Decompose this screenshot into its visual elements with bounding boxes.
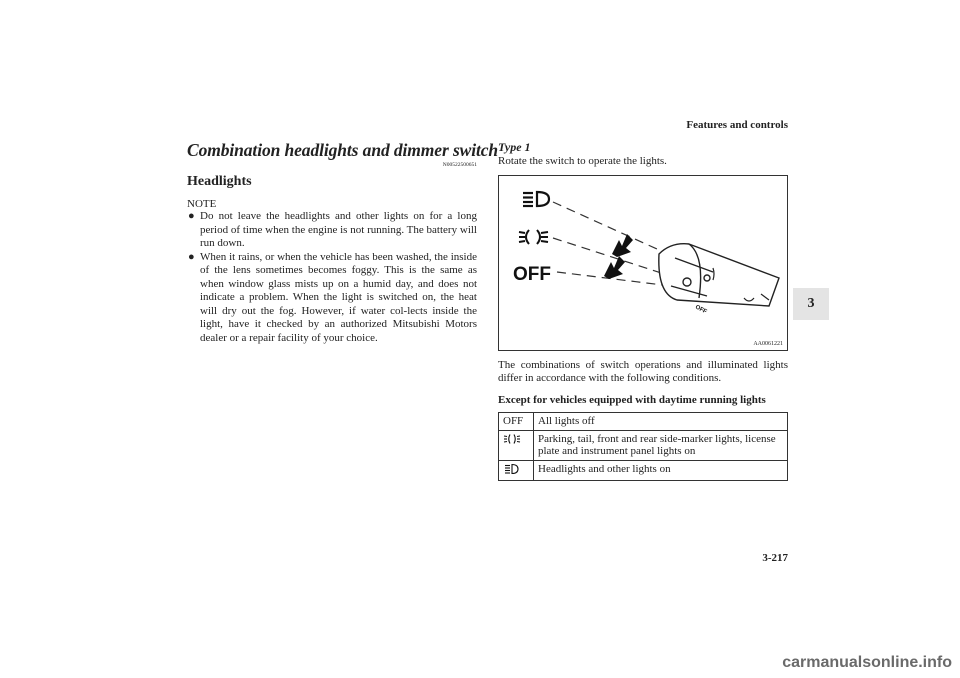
table-cell-desc: Headlights and other lights on — [534, 460, 788, 481]
watermark: carmanualsonline.info — [782, 654, 952, 671]
table-row — [499, 430, 788, 460]
bullet-icon: ● — [188, 250, 195, 263]
right-column — [498, 140, 788, 481]
note-list — [187, 210, 477, 345]
note-label: NOTE — [187, 198, 217, 210]
bullet-icon: ● — [188, 210, 195, 222]
table-cell-symbol: OFF — [499, 413, 534, 431]
switch-figure — [498, 175, 788, 351]
table-row — [499, 460, 788, 481]
section-title: Combination headlights and dimmer switch — [187, 140, 499, 160]
lights-table — [498, 412, 788, 481]
page-header: Features and controls — [686, 119, 788, 131]
combination-text: The combinations of switch operations and illuminated lights differ in accordance with the following conditions. — [498, 358, 788, 384]
left-column — [187, 140, 499, 345]
table-cell-symbol — [499, 430, 534, 460]
note-text: Do not leave the headlights and other lights on for a long period of time when the engine is not running. The battery will run down. — [200, 210, 477, 249]
off-label: OFF — [513, 263, 551, 285]
subheading: Headlights — [187, 174, 252, 189]
note-text: When it rains, or when the vehicle has been washed, the inside of the lens sometimes becomes foggy. This is the same as when window glass mists up on a humid day, and does not indicate a problem. When the light is switched on, the heat will dry out the fog. However, if water col-lects inside the light, have it checked by an authorized Mitsubishi Motors dealer or a repair facility of your choice. — [200, 250, 477, 344]
headlight-icon — [503, 463, 521, 475]
figure-code: AA0061221 — [753, 340, 783, 347]
parking-lights-icon — [503, 433, 521, 445]
intro-text: Rotate the switch to operate the lights. — [498, 155, 667, 167]
note-item — [187, 210, 477, 251]
table-cell-symbol — [499, 460, 534, 481]
note-item — [187, 251, 477, 346]
table-heading: Except for vehicles equipped with daytime running lights — [498, 393, 766, 406]
table-cell-desc: Parking, tail, front and rear side-marker lights, license plate and instrument panel lights on — [534, 430, 788, 460]
headlight-icon — [523, 192, 549, 206]
type-label: Type 1 — [498, 140, 531, 154]
parking-lights-icon — [519, 230, 548, 244]
page-number: 3-217 — [762, 552, 788, 564]
chapter-tab: 3 — [793, 288, 829, 320]
table-row — [499, 413, 788, 431]
section-code: N00522500651 — [442, 162, 477, 168]
switch-illustration — [499, 176, 787, 350]
stalk-off-label: OFF — [694, 303, 708, 315]
table-cell-desc: All lights off — [534, 413, 788, 431]
